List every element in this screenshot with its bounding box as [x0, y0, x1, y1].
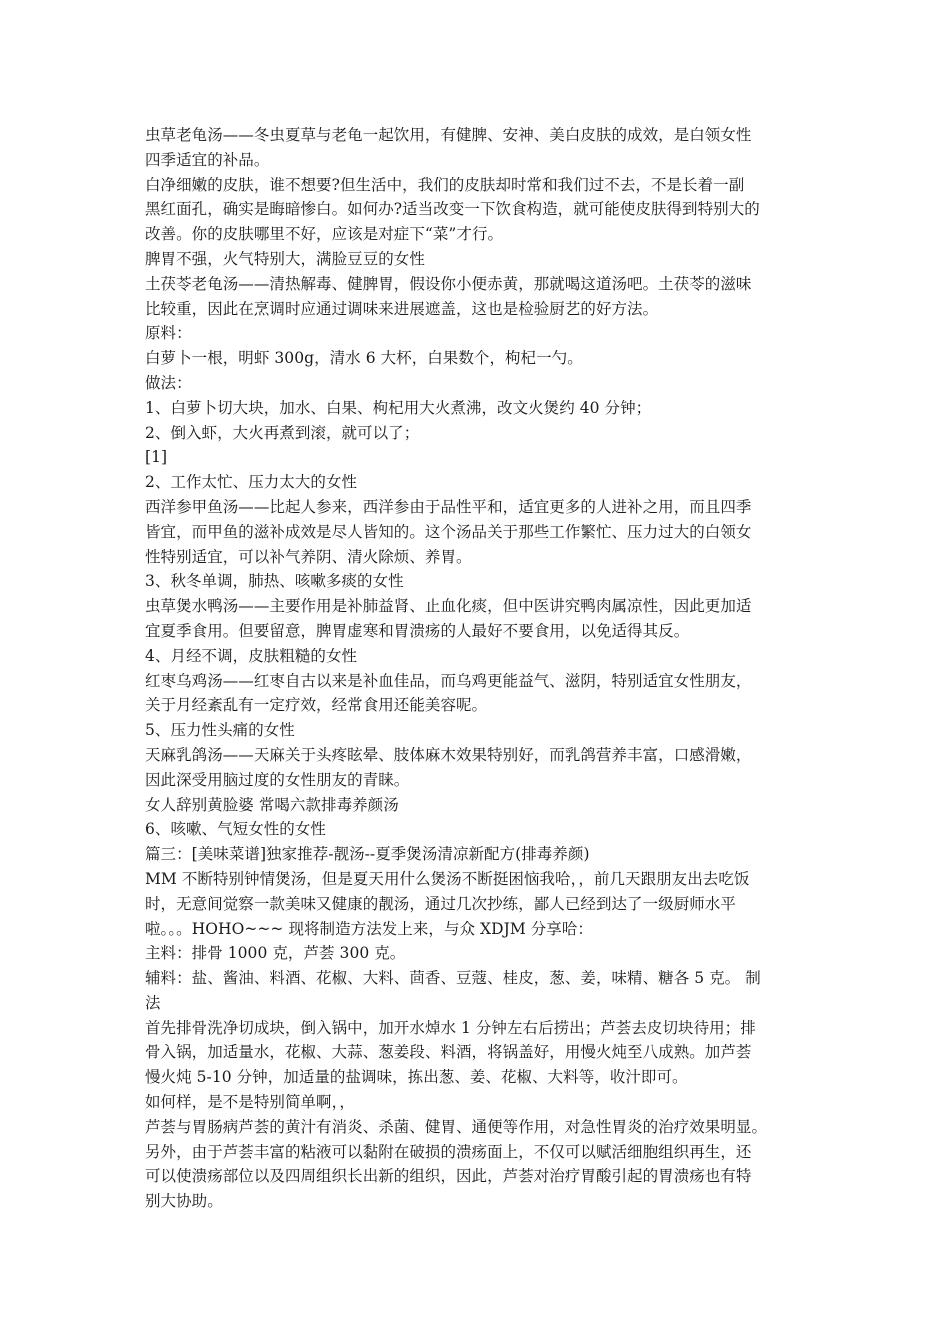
text-line: 时，无意间觉察一款美味又健康的靓汤，通过几次抄练，鄙人已经到达了一级厨师水平	[145, 894, 736, 913]
text-line: 关于月经紊乱有一定疗效，经常食用还能美容呢。	[145, 696, 488, 715]
text-line: 皆宜，而甲鱼的滋补成效是尽人皆知的。这个汤品关于那些工作繁忙、压力过大的白领女	[145, 522, 752, 541]
text-line: 4、月经不调，皮肤粗糙的女性	[145, 646, 358, 665]
text-line: 5、压力性头痛的女性	[145, 721, 295, 740]
text-line: 虫草老龟汤——冬虫夏草与老龟一起饮用，有健脾、安神、美白皮肤的成效，是白领女性	[145, 126, 752, 144]
text-line: 黑红面孔，确实是晦暗惨白。如何办?适当改变一下饮食构造，就可能使皮肤得到特别大的	[145, 200, 760, 219]
text-line: 西洋参甲鱼汤——比起人参来，西洋参由于品性平和，适宜更多的人进补之用，而且四季	[145, 497, 752, 516]
text-line: 首先排骨洗净切成块，倒入锅中，加开水焯水 1 分钟左右后捞出；芦荟去皮切块待用；排	[145, 1018, 756, 1037]
text-line: 比较重，因此在烹调时应通过调味来进展遮盖，这也是检验厨艺的好方法。	[145, 299, 659, 318]
text-line: 白净细嫩的皮肤，谁不想要?但生活中，我们的皮肤却时常和我们过不去，不是长着一副	[145, 175, 745, 194]
text-line: 宜夏季食用。但要留意，脾胃虚寒和胃溃疡的人最好不要食用，以免适得其反。	[145, 621, 690, 640]
text-line: 法	[145, 993, 161, 1012]
text-line: 土茯苓老龟汤——清热解毒、健脾胃，假设你小便赤黄，那就喝这道汤吧。土茯苓的滋味	[145, 274, 752, 293]
text-line: 虫草煲水鸭汤——主要作用是补肺益肾、止血化痰，但中医讲究鸭肉属凉性，因此更加适	[145, 597, 752, 616]
text-line: 主料：排骨 1000 克，芦荟 300 克。	[145, 944, 406, 963]
text-line: 骨入锅，加适量水，花椒、大蒜、葱姜段、料酒，将锅盖好，用慢火炖至八成熟。加芦荟	[145, 1043, 752, 1062]
text-line: 四季适宜的补品。	[145, 150, 270, 169]
text-line: 如何样，是不是特别简单啊，，	[145, 1093, 355, 1112]
text-line: 白萝卜一根，明虾 300g，清水 6 大杯，白果数个，枸杞一勺。	[145, 349, 583, 368]
text-line: 改善。你的皮肤哪里不好，应该是对症下“菜”才行。	[145, 225, 504, 244]
text-line: 1、白萝卜切大块，加水、白果、枸杞用大火煮沸，改文火煲约 40 分钟；	[145, 398, 652, 417]
text-line: 慢火炖 5-10 分钟，加适量的盐调味，拣出葱、姜、花椒、大料等，收汁即可。	[145, 1068, 688, 1087]
text-line: 红枣乌鸡汤——红枣自古以来是补血佳品，而乌鸡更能益气、滋阴，特别适宜女性朋友，	[145, 671, 752, 690]
document-body	[145, 123, 815, 1214]
text-line: 3、秋冬单调，肺热、咳嗽多痰的女性	[145, 572, 404, 591]
text-line: 芦荟与胃肠病芦荟的黄汁有消炎、杀菌、健胃、通便等作用，对急性胃炎的治疗效果明显。	[145, 1117, 768, 1136]
text-line: 2、工作太忙、压力太大的女性	[145, 473, 358, 492]
text-line: 性特别适宜，可以补气养阴、清火除烦、养胃。	[145, 547, 472, 566]
text-line: 2、倒入虾，大火再煮到滚，就可以了；	[145, 423, 420, 442]
text-line: 做法：	[145, 373, 192, 392]
text-line: 篇三：[美味菜谱]独家推荐-靓汤--夏季煲汤清凉新配方(排毒养颜)	[145, 845, 590, 864]
text-line: 原料：	[145, 324, 192, 343]
text-line: 别大协助。	[145, 1192, 223, 1211]
text-line: [1]	[145, 448, 168, 467]
text-line: 6、咳嗽、气短女性的女性	[145, 820, 326, 839]
text-line: 啦。。。HOHO~~~ 现将制造方法发上来，与众 XDJM 分享哈：	[145, 919, 593, 938]
text-line: 另外，由于芦荟丰富的粘液可以黏附在破损的溃疡面上，不仅可以赋活细胞组织再生，还	[145, 1142, 752, 1161]
text-line: MM 不断特别钟情煲汤，但是夏天用什么煲汤不断挺困恼我哈，，前几天跟朋友出去吃饭	[145, 869, 750, 888]
text-line: 女人辞别黄脸婆 常喝六款排毒养颜汤	[145, 795, 399, 814]
text-line: 脾胃不强，火气特别大，满脸豆豆的女性	[145, 249, 425, 268]
text-line: 天麻乳鸽汤——天麻关于头疼眩晕、肢体麻木效果特别好，而乳鸽营养丰富，口感滑嫩，	[145, 745, 752, 764]
text-line: 可以使溃疡部位以及四周组织长出新的组织，因此，芦荟对治疗胃酸引起的胃溃疡也有特	[145, 1167, 752, 1186]
text-line: 因此深受用脑过度的女性朋友的青睐。	[145, 770, 410, 789]
text-line: 辅料：盐、酱油、料酒、花椒、大料、茴香、豆蔻、桂皮，葱、姜，味精、糖各 5 克。 制	[145, 969, 761, 988]
